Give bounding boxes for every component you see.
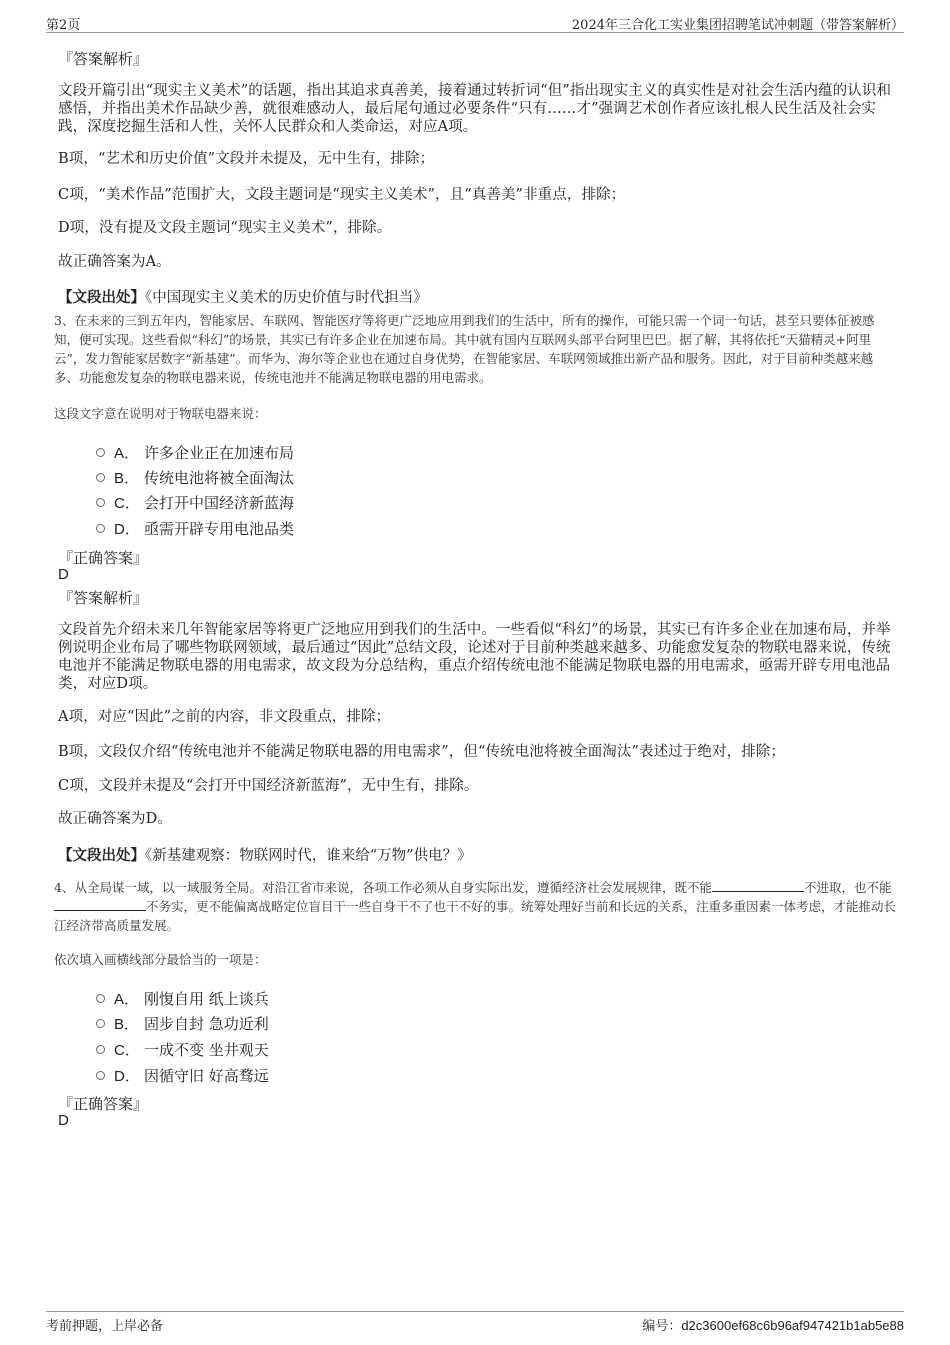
analysis-option-b: B项，文段仅介绍“传统电池并不能满足物联电器的用电需求”，但“传统电池将被全面淘汰”表述过于绝对，排除； — [58, 744, 786, 760]
answer-conclusion: 故正确答案为A。 — [58, 254, 171, 270]
analysis-label: 『答案解析』 — [58, 589, 149, 607]
source-citation — [58, 286, 428, 307]
answer-conclusion: 故正确答案为D。 — [58, 811, 172, 827]
footer-slogan: 考前押题，上岸必备 — [46, 1319, 164, 1334]
source-text: 《新基建观察：物联网时代，谁来给“万物”供电？》 — [145, 848, 472, 864]
question-3-stem: 3、在未来的三到五年内，智能家居、车联网、智能医疗等将更广泛地应用到我们的生活中，所有的操作，可能只需一个词一句话，甚至只要体征被感知，便可实现。这些看似“科幻”的场景，其实已有许多企业在加速布局。其中就有国内互联网头部平台阿里巴巴。据了解，其将依托“天猫精灵+阿里云”，发力智能家居数字“新基建”。而华为、海尔等企业也在通过自身优势，在智能家居、车联网领域推出新产品和服务。因此，对于目前种类越来越多、功能愈发复杂的物联电器来说，传统电池并不能满足物联电器的用电需求。 — [54, 313, 875, 385]
radio-icon[interactable] — [96, 994, 105, 1003]
analysis-paragraph: 文段首先介绍未来几年智能家居等将更广泛地应用到我们的生活中。一些看似“科幻”的场景，其实已有许多企业在加速布局，并举例说明企业布局了哪些物联网领域，最后通过“因此”总结文段，论述对于目前种类越来越多、功能愈发复杂的物联电器来说，传统电池并不能满足物联电器的用电需求，故文段为分总结构，重点介绍传统电池不能满足物联电器的用电需求，亟需开辟专用电池品类，对应D项。 — [58, 622, 891, 692]
q4-option-a[interactable]: A． 刚愎自用 纸上谈兵 — [96, 988, 269, 1009]
q4-option-b[interactable]: B． 固步自封 急功近利 — [96, 1013, 269, 1034]
question-3-prompt: 这段文字意在说明对于物联电器来说： — [54, 406, 267, 421]
radio-icon[interactable] — [96, 1045, 105, 1054]
question-4-prompt: 依次填入画横线部分最恰当的一项是： — [54, 952, 267, 967]
q3-option-b[interactable]: B． 传统电池将被全面淘汰 — [96, 467, 294, 488]
radio-icon[interactable] — [96, 1071, 105, 1080]
page-number: 第2页 — [46, 18, 81, 33]
analysis-paragraph: 文段开篇引出“现实主义美术”的话题，指出其追求真善美，接着通过转折词“但”指出现实主义的真实性是对社会生活内蕴的认识和感悟，并指出美术作品缺少善，就很难感动人，最后尾句通过必要条件“只有……才”强调艺术创作者应该扎根人民生活及社会实践，深度挖掘生活和人性，关怀人民群众和人类命运，对应A项。 — [58, 83, 892, 135]
document-code: 编号：d2c3600ef68c6b96af947421b1ab5e88 — [642, 1318, 904, 1334]
source-citation — [58, 844, 472, 865]
analysis-option-c: C项，文段并未提及“会打开中国经济新蓝海”，无中生有，排除。 — [58, 778, 479, 794]
q3-option-c[interactable]: C． 会打开中国经济新蓝海 — [96, 492, 294, 513]
fill-blank-1[interactable] — [712, 879, 804, 892]
correct-answer-label: 『正确答案』 — [58, 1095, 149, 1113]
analysis-option-d: D项，没有提及文段主题词“现实主义美术”，排除。 — [58, 220, 392, 236]
radio-icon[interactable] — [96, 498, 105, 507]
analysis-option-b: B项，“艺术和历史价值”文段并未提及，无中生有，排除； — [58, 151, 435, 167]
source-text: 《中国现实主义美术的历史价值与时代担当》 — [145, 290, 428, 306]
source-label: 【文段出处】 — [58, 847, 145, 864]
correct-answer: D — [58, 566, 69, 583]
source-label: 【文段出处】 — [58, 289, 145, 306]
document-title: 2024年三合化工实业集团招聘笔试冲刺题（带答案解析） — [571, 18, 904, 33]
page-header — [46, 14, 904, 33]
analysis-option-a: A项，对应“因此”之前的内容，非文段重点，排除； — [58, 709, 391, 725]
q3-option-d[interactable]: D． 亟需开辟专用电池品类 — [96, 518, 294, 539]
radio-icon[interactable] — [96, 448, 105, 457]
analysis-label: 『答案解析』 — [58, 50, 149, 68]
radio-icon[interactable] — [96, 473, 105, 482]
radio-icon[interactable] — [96, 524, 105, 533]
analysis-option-c: C项，“美术作品”范围扩大，文段主题词是“现实主义美术”，且“真善美”非重点，排除； — [58, 187, 626, 203]
question-4-stem: 4、从全局谋一域，以一域服务全局。对沿江省市来说，各项工作必须从自身实际出发，遵循经济社会发展规律，既不能 不进取，也不能不务实，更不能偏离战略定位盲目干一些自身干不了也干不好的事。统筹处理好当前和长远的关系，注重多重因素一体考虑，才能推动长江经济带高质量发展。 — [54, 880, 897, 933]
q3-option-a[interactable]: A． 许多企业正在加速布局 — [96, 442, 294, 463]
q4-option-c[interactable]: C． 一成不变 坐井观天 — [96, 1039, 269, 1060]
q4-option-d[interactable]: D． 因循守旧 好高骛远 — [96, 1065, 269, 1086]
correct-answer-label: 『正确答案』 — [58, 549, 149, 567]
fill-blank-2[interactable] — [54, 898, 146, 911]
page-footer — [46, 1311, 904, 1334]
radio-icon[interactable] — [96, 1019, 105, 1028]
correct-answer: D — [58, 1112, 69, 1129]
